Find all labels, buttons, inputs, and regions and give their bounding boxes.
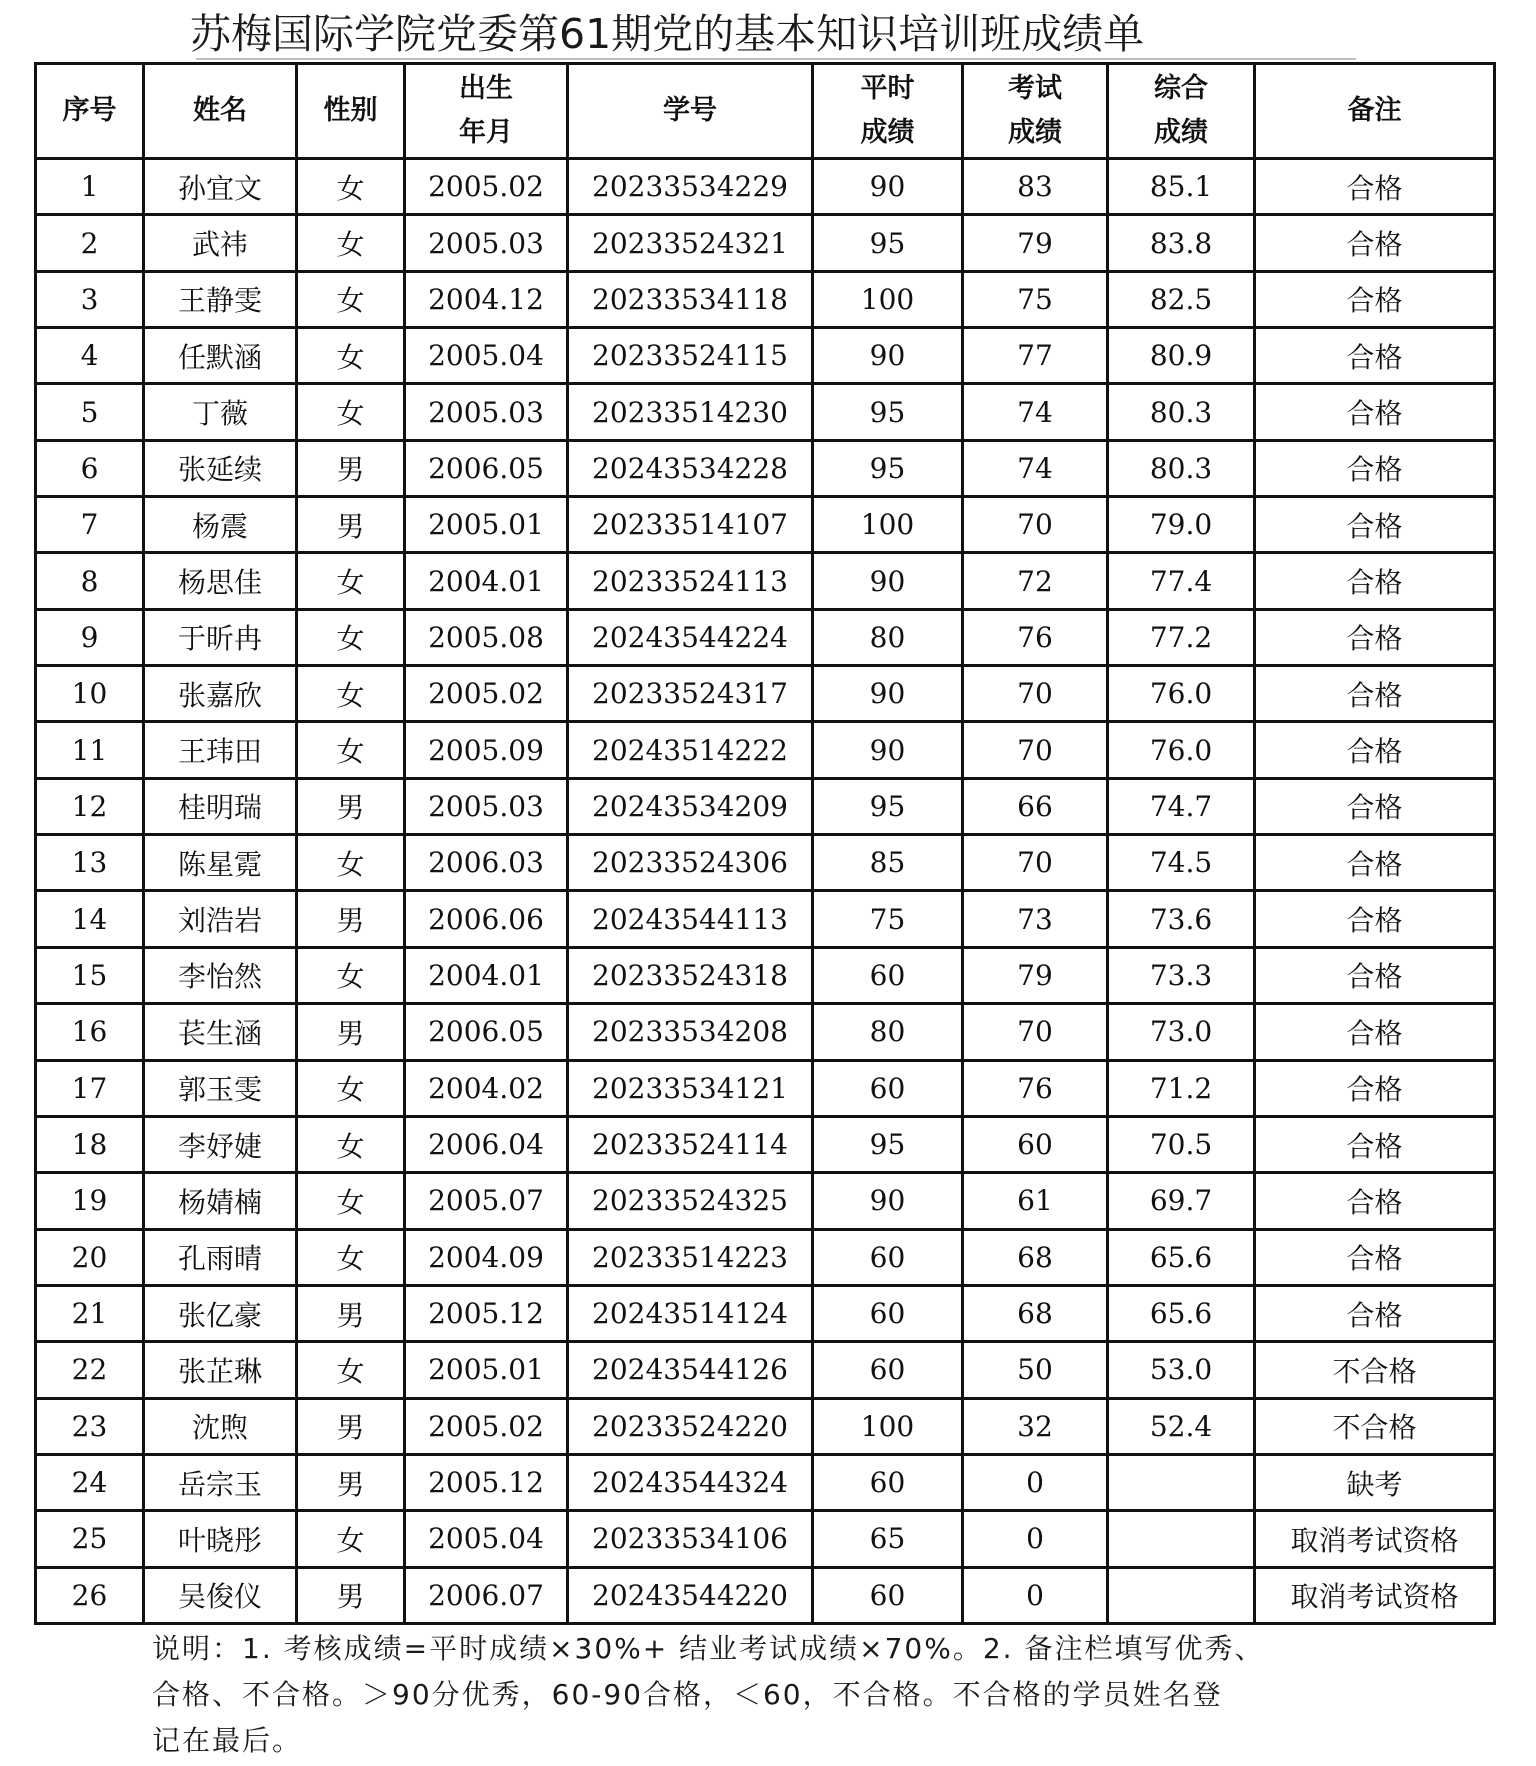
cell-name: 郭玉雯 <box>144 1060 297 1116</box>
cell-student-id: 20233534208 <box>568 1004 813 1060</box>
cell-name: 沈煦 <box>144 1398 297 1454</box>
cell-total-score: 65.6 <box>1108 1285 1255 1341</box>
cell-gender: 女 <box>297 1060 405 1116</box>
cell-birth: 2006.07 <box>405 1567 568 1623</box>
cell-gender: 女 <box>297 1173 405 1229</box>
cell-remark: 合格 <box>1255 1116 1495 1172</box>
cell-student-id: 20243544220 <box>568 1567 813 1623</box>
note-line-3: 记在最后。 <box>152 1724 303 1757</box>
cell-gender: 女 <box>297 1511 405 1567</box>
table-row <box>36 609 1495 665</box>
cell-exam-score: 70 <box>963 666 1108 722</box>
cell-index: 8 <box>36 553 144 609</box>
cell-name: 吴俊仪 <box>144 1567 297 1623</box>
score-table <box>34 62 1496 1625</box>
cell-birth: 2005.07 <box>405 1173 568 1229</box>
cell-birth: 2005.03 <box>405 384 568 440</box>
cell-birth: 2005.12 <box>405 1454 568 1510</box>
header-remark: 备注 <box>1255 64 1495 159</box>
cell-regular-score: 90 <box>813 666 963 722</box>
cell-gender: 男 <box>297 1567 405 1623</box>
cell-exam-score: 73 <box>963 891 1108 947</box>
cell-exam-score: 70 <box>963 497 1108 553</box>
cell-total-score: 80.3 <box>1108 440 1255 496</box>
cell-gender: 女 <box>297 1229 405 1285</box>
cell-name: 武祎 <box>144 215 297 271</box>
table-row <box>36 1398 1495 1454</box>
cell-name: 岳宗玉 <box>144 1454 297 1510</box>
cell-total-score: 73.0 <box>1108 1004 1255 1060</box>
cell-student-id: 20233534229 <box>568 159 813 215</box>
cell-remark: 合格 <box>1255 1060 1495 1116</box>
cell-index: 9 <box>36 609 144 665</box>
cell-gender: 女 <box>297 328 405 384</box>
cell-remark: 合格 <box>1255 1285 1495 1341</box>
cell-gender: 男 <box>297 891 405 947</box>
cell-remark: 合格 <box>1255 609 1495 665</box>
cell-regular-score: 95 <box>813 1116 963 1172</box>
cell-total-score <box>1108 1511 1255 1567</box>
table-row <box>36 891 1495 947</box>
header-name: 姓名 <box>144 64 297 159</box>
cell-regular-score: 90 <box>813 1173 963 1229</box>
cell-regular-score: 60 <box>813 1229 963 1285</box>
cell-exam-score: 70 <box>963 722 1108 778</box>
cell-total-score: 69.7 <box>1108 1173 1255 1229</box>
cell-birth: 2004.01 <box>405 947 568 1003</box>
cell-regular-score: 60 <box>813 1342 963 1398</box>
cell-student-id: 20233524220 <box>568 1398 813 1454</box>
cell-index: 4 <box>36 328 144 384</box>
cell-student-id: 20243544126 <box>568 1342 813 1398</box>
cell-student-id: 20243534209 <box>568 778 813 834</box>
cell-student-id: 20243544224 <box>568 609 813 665</box>
cell-regular-score: 95 <box>813 778 963 834</box>
cell-index: 5 <box>36 384 144 440</box>
cell-student-id: 20233524115 <box>568 328 813 384</box>
cell-index: 21 <box>36 1285 144 1341</box>
cell-remark: 合格 <box>1255 1229 1495 1285</box>
cell-name: 刘浩岩 <box>144 891 297 947</box>
cell-birth: 2005.03 <box>405 778 568 834</box>
cell-gender: 女 <box>297 384 405 440</box>
title-divider <box>196 58 1356 60</box>
page-title: 苏梅国际学院党委第61期党的基本知识培训班成绩单 <box>190 10 1145 58</box>
cell-birth: 2005.01 <box>405 1342 568 1398</box>
cell-gender: 女 <box>297 553 405 609</box>
cell-total-score: 53.0 <box>1108 1342 1255 1398</box>
cell-exam-score: 61 <box>963 1173 1108 1229</box>
cell-gender: 女 <box>297 947 405 1003</box>
table-header-row <box>36 64 1495 159</box>
cell-index: 16 <box>36 1004 144 1060</box>
cell-student-id: 20243514124 <box>568 1285 813 1341</box>
table-row <box>36 1342 1495 1398</box>
cell-index: 10 <box>36 666 144 722</box>
cell-regular-score: 100 <box>813 497 963 553</box>
cell-birth: 2006.05 <box>405 440 568 496</box>
table-row <box>36 215 1495 271</box>
cell-exam-score: 32 <box>963 1398 1108 1454</box>
cell-exam-score: 68 <box>963 1229 1108 1285</box>
cell-index: 20 <box>36 1229 144 1285</box>
table-row <box>36 1173 1495 1229</box>
cell-gender: 女 <box>297 609 405 665</box>
cell-remark: 不合格 <box>1255 1398 1495 1454</box>
cell-name: 任默涵 <box>144 328 297 384</box>
cell-birth: 2004.01 <box>405 553 568 609</box>
cell-name: 张亿豪 <box>144 1285 297 1341</box>
cell-exam-score: 70 <box>963 1004 1108 1060</box>
cell-name: 张芷琳 <box>144 1342 297 1398</box>
cell-total-score: 80.9 <box>1108 328 1255 384</box>
cell-exam-score: 74 <box>963 384 1108 440</box>
cell-exam-score: 60 <box>963 1116 1108 1172</box>
cell-index: 23 <box>36 1398 144 1454</box>
cell-regular-score: 60 <box>813 1454 963 1510</box>
table-row <box>36 1567 1495 1623</box>
cell-remark: 合格 <box>1255 947 1495 1003</box>
cell-gender: 女 <box>297 1342 405 1398</box>
cell-student-id: 20233534106 <box>568 1511 813 1567</box>
cell-index: 7 <box>36 497 144 553</box>
cell-total-score: 73.6 <box>1108 891 1255 947</box>
cell-name: 桂明瑞 <box>144 778 297 834</box>
cell-regular-score: 90 <box>813 553 963 609</box>
cell-gender: 男 <box>297 1285 405 1341</box>
cell-birth: 2006.04 <box>405 1116 568 1172</box>
table-row <box>36 1511 1495 1567</box>
cell-index: 22 <box>36 1342 144 1398</box>
cell-remark: 取消考试资格 <box>1255 1511 1495 1567</box>
cell-birth: 2006.05 <box>405 1004 568 1060</box>
cell-birth: 2005.02 <box>405 1398 568 1454</box>
cell-student-id: 20243514222 <box>568 722 813 778</box>
cell-student-id: 20243544113 <box>568 891 813 947</box>
cell-name: 杨思佳 <box>144 553 297 609</box>
cell-total-score: 76.0 <box>1108 666 1255 722</box>
cell-gender: 男 <box>297 778 405 834</box>
cell-name: 张延续 <box>144 440 297 496</box>
cell-exam-score: 77 <box>963 328 1108 384</box>
header-regular-score: 平时 成绩 <box>813 64 963 159</box>
cell-total-score: 85.1 <box>1108 159 1255 215</box>
cell-name: 李妤婕 <box>144 1116 297 1172</box>
table-row <box>36 835 1495 891</box>
cell-regular-score: 100 <box>813 1398 963 1454</box>
cell-index: 19 <box>36 1173 144 1229</box>
cell-total-score: 74.7 <box>1108 778 1255 834</box>
cell-regular-score: 90 <box>813 328 963 384</box>
cell-student-id: 20233524114 <box>568 1116 813 1172</box>
header-exam-score: 考试 成绩 <box>963 64 1108 159</box>
cell-birth: 2005.04 <box>405 1511 568 1567</box>
cell-name: 孔雨晴 <box>144 1229 297 1285</box>
table-row <box>36 1229 1495 1285</box>
cell-regular-score: 75 <box>813 891 963 947</box>
cell-student-id: 20233514107 <box>568 497 813 553</box>
cell-total-score: 73.3 <box>1108 947 1255 1003</box>
table-row <box>36 1116 1495 1172</box>
cell-regular-score: 80 <box>813 609 963 665</box>
cell-student-id: 20233524318 <box>568 947 813 1003</box>
cell-exam-score: 74 <box>963 440 1108 496</box>
cell-index: 26 <box>36 1567 144 1623</box>
cell-birth: 2005.12 <box>405 1285 568 1341</box>
cell-regular-score: 95 <box>813 384 963 440</box>
cell-birth: 2005.08 <box>405 609 568 665</box>
table-row <box>36 778 1495 834</box>
cell-exam-score: 50 <box>963 1342 1108 1398</box>
table-row <box>36 440 1495 496</box>
cell-exam-score: 76 <box>963 1060 1108 1116</box>
cell-regular-score: 60 <box>813 1285 963 1341</box>
cell-exam-score: 70 <box>963 835 1108 891</box>
cell-exam-score: 76 <box>963 609 1108 665</box>
cell-remark: 合格 <box>1255 384 1495 440</box>
table-row <box>36 159 1495 215</box>
cell-remark: 合格 <box>1255 1173 1495 1229</box>
cell-index: 17 <box>36 1060 144 1116</box>
cell-remark: 合格 <box>1255 722 1495 778</box>
table-row <box>36 1004 1495 1060</box>
cell-remark: 合格 <box>1255 328 1495 384</box>
table-row <box>36 947 1495 1003</box>
cell-remark: 合格 <box>1255 553 1495 609</box>
cell-regular-score: 65 <box>813 1511 963 1567</box>
cell-remark: 合格 <box>1255 891 1495 947</box>
cell-remark: 合格 <box>1255 497 1495 553</box>
cell-birth: 2005.01 <box>405 497 568 553</box>
header-gender: 性别 <box>297 64 405 159</box>
cell-name: 叶晓彤 <box>144 1511 297 1567</box>
cell-gender: 女 <box>297 271 405 327</box>
cell-regular-score: 90 <box>813 722 963 778</box>
cell-student-id: 20233524325 <box>568 1173 813 1229</box>
table-row <box>36 497 1495 553</box>
cell-gender: 女 <box>297 1116 405 1172</box>
cell-index: 2 <box>36 215 144 271</box>
header-student-id: 学号 <box>568 64 813 159</box>
table-row <box>36 1285 1495 1341</box>
cell-index: 14 <box>36 891 144 947</box>
header-total-score: 综合 成绩 <box>1108 64 1255 159</box>
cell-name: 王玮田 <box>144 722 297 778</box>
cell-remark: 合格 <box>1255 159 1495 215</box>
cell-birth: 2005.02 <box>405 159 568 215</box>
cell-regular-score: 60 <box>813 947 963 1003</box>
cell-exam-score: 72 <box>963 553 1108 609</box>
cell-birth: 2005.03 <box>405 215 568 271</box>
cell-exam-score: 79 <box>963 947 1108 1003</box>
cell-gender: 男 <box>297 1454 405 1510</box>
cell-student-id: 20233524113 <box>568 553 813 609</box>
cell-exam-score: 79 <box>963 215 1108 271</box>
cell-name: 丁薇 <box>144 384 297 440</box>
cell-birth: 2006.03 <box>405 835 568 891</box>
cell-student-id: 20243534228 <box>568 440 813 496</box>
cell-name: 于昕冉 <box>144 609 297 665</box>
cell-total-score: 80.3 <box>1108 384 1255 440</box>
table-row <box>36 553 1495 609</box>
cell-total-score: 83.8 <box>1108 215 1255 271</box>
cell-regular-score: 95 <box>813 440 963 496</box>
cell-gender: 女 <box>297 722 405 778</box>
cell-index: 24 <box>36 1454 144 1510</box>
cell-student-id: 20233524317 <box>568 666 813 722</box>
cell-total-score: 70.5 <box>1108 1116 1255 1172</box>
cell-remark: 合格 <box>1255 835 1495 891</box>
cell-name: 杨婧楠 <box>144 1173 297 1229</box>
cell-total-score: 74.5 <box>1108 835 1255 891</box>
cell-index: 15 <box>36 947 144 1003</box>
cell-student-id: 20243544324 <box>568 1454 813 1510</box>
table-row <box>36 666 1495 722</box>
cell-exam-score: 0 <box>963 1454 1108 1510</box>
cell-total-score: 77.2 <box>1108 609 1255 665</box>
cell-regular-score: 90 <box>813 159 963 215</box>
cell-index: 6 <box>36 440 144 496</box>
cell-exam-score: 75 <box>963 271 1108 327</box>
cell-index: 25 <box>36 1511 144 1567</box>
cell-gender: 男 <box>297 440 405 496</box>
cell-remark: 合格 <box>1255 1004 1495 1060</box>
cell-total-score: 65.6 <box>1108 1229 1255 1285</box>
cell-index: 3 <box>36 271 144 327</box>
table-row <box>36 1060 1495 1116</box>
cell-regular-score: 95 <box>813 215 963 271</box>
cell-student-id: 20233524306 <box>568 835 813 891</box>
table-row <box>36 1454 1495 1510</box>
cell-gender: 男 <box>297 1004 405 1060</box>
cell-gender: 男 <box>297 1398 405 1454</box>
cell-regular-score: 80 <box>813 1004 963 1060</box>
cell-total-score: 71.2 <box>1108 1060 1255 1116</box>
cell-regular-score: 60 <box>813 1060 963 1116</box>
note-line-2: 合格、不合格。＞90分优秀，60-90合格，＜60，不合格。不合格的学员姓名登 <box>152 1678 1223 1711</box>
cell-exam-score: 0 <box>963 1567 1108 1623</box>
note-line-1: 说明：1. 考核成绩=平时成绩×30%+ 结业考试成绩×70%。2. 备注栏填写优秀、 <box>152 1632 1265 1665</box>
cell-remark: 合格 <box>1255 215 1495 271</box>
cell-birth: 2004.12 <box>405 271 568 327</box>
cell-name: 陈星霓 <box>144 835 297 891</box>
table-row <box>36 328 1495 384</box>
cell-remark: 合格 <box>1255 271 1495 327</box>
cell-total-score: 77.4 <box>1108 553 1255 609</box>
cell-index: 13 <box>36 835 144 891</box>
cell-regular-score: 100 <box>813 271 963 327</box>
cell-birth: 2004.09 <box>405 1229 568 1285</box>
cell-name: 张嘉欣 <box>144 666 297 722</box>
cell-total-score: 79.0 <box>1108 497 1255 553</box>
cell-total-score <box>1108 1454 1255 1510</box>
table-row <box>36 271 1495 327</box>
cell-student-id: 20233524321 <box>568 215 813 271</box>
cell-remark: 合格 <box>1255 778 1495 834</box>
cell-name: 苌生涵 <box>144 1004 297 1060</box>
cell-birth: 2006.06 <box>405 891 568 947</box>
cell-remark: 取消考试资格 <box>1255 1567 1495 1623</box>
cell-remark: 不合格 <box>1255 1342 1495 1398</box>
header-index: 序号 <box>36 64 144 159</box>
cell-name: 李怡然 <box>144 947 297 1003</box>
cell-remark: 缺考 <box>1255 1454 1495 1510</box>
cell-student-id: 20233534121 <box>568 1060 813 1116</box>
cell-exam-score: 66 <box>963 778 1108 834</box>
table-row <box>36 384 1495 440</box>
cell-index: 12 <box>36 778 144 834</box>
cell-gender: 女 <box>297 835 405 891</box>
table-row <box>36 722 1495 778</box>
cell-exam-score: 68 <box>963 1285 1108 1341</box>
cell-birth: 2005.02 <box>405 666 568 722</box>
cell-birth: 2004.02 <box>405 1060 568 1116</box>
cell-exam-score: 0 <box>963 1511 1108 1567</box>
cell-total-score: 76.0 <box>1108 722 1255 778</box>
cell-remark: 合格 <box>1255 666 1495 722</box>
cell-regular-score: 85 <box>813 835 963 891</box>
cell-total-score <box>1108 1567 1255 1623</box>
cell-total-score: 82.5 <box>1108 271 1255 327</box>
cell-regular-score: 60 <box>813 1567 963 1623</box>
cell-student-id: 20233534118 <box>568 271 813 327</box>
cell-gender: 男 <box>297 497 405 553</box>
header-birth: 出生 年月 <box>405 64 568 159</box>
cell-total-score: 52.4 <box>1108 1398 1255 1454</box>
cell-student-id: 20233514230 <box>568 384 813 440</box>
cell-remark: 合格 <box>1255 440 1495 496</box>
cell-birth: 2005.04 <box>405 328 568 384</box>
cell-index: 11 <box>36 722 144 778</box>
cell-gender: 女 <box>297 159 405 215</box>
cell-index: 18 <box>36 1116 144 1172</box>
cell-exam-score: 83 <box>963 159 1108 215</box>
cell-index: 1 <box>36 159 144 215</box>
cell-gender: 女 <box>297 666 405 722</box>
cell-name: 孙宜文 <box>144 159 297 215</box>
cell-gender: 女 <box>297 215 405 271</box>
cell-student-id: 20233514223 <box>568 1229 813 1285</box>
cell-birth: 2005.09 <box>405 722 568 778</box>
cell-name: 杨震 <box>144 497 297 553</box>
explanation-note <box>152 1626 1412 1764</box>
cell-name: 王静雯 <box>144 271 297 327</box>
